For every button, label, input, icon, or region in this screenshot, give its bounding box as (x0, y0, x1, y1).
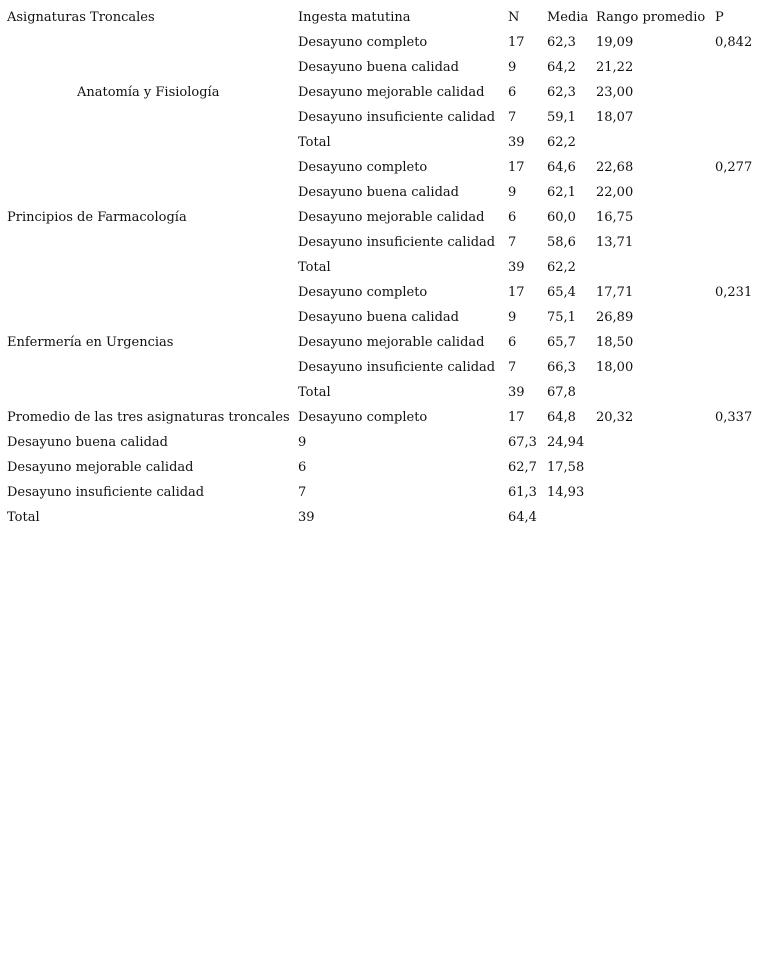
cell-n: 39 (508, 135, 525, 150)
cell-subject: Desayuno insuficiente calidad (7, 485, 205, 500)
cell-n: 6 (508, 85, 517, 100)
cell-subject: Principios de Farmacología (7, 210, 187, 225)
cell-rango: 13,71 (596, 235, 634, 250)
cell-ingesta: Total (298, 260, 331, 275)
table-row (0, 155, 763, 180)
header-row (0, 5, 763, 30)
cell-rango: 21,22 (596, 60, 634, 75)
cell-n: 64,4 (508, 510, 537, 525)
cell-ingesta: Total (298, 385, 331, 400)
cell-subject: Desayuno buena calidad (7, 435, 168, 450)
header-p: P (715, 10, 724, 25)
cell-media: 67,8 (547, 385, 576, 400)
cell-media: 59,1 (547, 110, 576, 125)
cell-ingesta: Desayuno insuficiente calidad (298, 360, 496, 375)
table-row (0, 480, 763, 505)
cell-rango: 17,71 (596, 285, 634, 300)
table-row (0, 405, 763, 430)
table-row (0, 30, 763, 55)
cell-n: 9 (508, 185, 517, 200)
cell-rango: 26,89 (596, 310, 634, 325)
table-row (0, 380, 763, 405)
cell-subject: Enfermería en Urgencias (7, 335, 174, 350)
cell-n: 6 (508, 335, 517, 350)
table-row (0, 80, 763, 105)
cell-media: 65,4 (547, 285, 576, 300)
cell-media: 64,8 (547, 410, 576, 425)
cell-rango: 18,50 (596, 335, 634, 350)
table-row (0, 505, 763, 530)
cell-media: 64,2 (547, 60, 576, 75)
cell-ingesta: Desayuno completo (298, 410, 428, 425)
cell-n: 9 (508, 310, 517, 325)
cell-rango: 23,00 (596, 85, 634, 100)
table-row (0, 355, 763, 380)
cell-media: 17,58 (547, 460, 585, 475)
table-row (0, 255, 763, 280)
header-ingesta: Ingesta matutina (298, 10, 411, 25)
cell-n: 67,3 (508, 435, 537, 450)
table-row (0, 180, 763, 205)
cell-ingesta: 9 (298, 435, 307, 450)
table-row (0, 55, 763, 80)
cell-media: 60,0 (547, 210, 576, 225)
table-row (0, 280, 763, 305)
cell-n: 61,3 (508, 485, 537, 500)
cell-p: 0,842 (715, 35, 753, 50)
cell-ingesta: Desayuno insuficiente calidad (298, 235, 496, 250)
cell-subject: Promedio de las tres asignaturas troncales (7, 410, 290, 425)
cell-rango: 16,75 (596, 210, 634, 225)
header-n: N (508, 10, 520, 25)
cell-p: 0,277 (715, 160, 753, 175)
cell-subject: Desayuno mejorable calidad (7, 460, 194, 475)
cell-n: 7 (508, 235, 517, 250)
cell-n: 39 (508, 385, 525, 400)
cell-media: 65,7 (547, 335, 576, 350)
cell-n: 39 (508, 260, 525, 275)
cell-media: 24,94 (547, 435, 585, 450)
cell-ingesta: Desayuno buena calidad (298, 185, 459, 200)
cell-media: 62,1 (547, 185, 576, 200)
cell-ingesta: Desayuno buena calidad (298, 60, 459, 75)
table-row (0, 455, 763, 480)
cell-rango: 18,00 (596, 360, 634, 375)
cell-n: 7 (508, 110, 517, 125)
cell-p: 0,231 (715, 285, 753, 300)
cell-n: 17 (508, 285, 525, 300)
cell-n: 7 (508, 360, 517, 375)
cell-media: 62,2 (547, 135, 576, 150)
cell-media: 62,3 (547, 85, 576, 100)
cell-media: 64,6 (547, 160, 576, 175)
cell-n: 62,7 (508, 460, 537, 475)
cell-p: 0,337 (715, 410, 753, 425)
cell-ingesta: 6 (298, 460, 307, 475)
table-row (0, 205, 763, 230)
cell-ingesta: 39 (298, 510, 315, 525)
cell-rango: 18,07 (596, 110, 634, 125)
cell-ingesta: Desayuno mejorable calidad (298, 85, 485, 100)
results-table (0, 5, 763, 530)
cell-n: 17 (508, 35, 525, 50)
table-row (0, 330, 763, 355)
table-row (0, 130, 763, 155)
cell-ingesta: Desayuno completo (298, 285, 428, 300)
table-row (0, 105, 763, 130)
table-row (0, 305, 763, 330)
cell-rango: 19,09 (596, 35, 634, 50)
cell-subject: Total (7, 510, 40, 525)
header-media: Media (547, 10, 589, 25)
cell-rango: 22,68 (596, 160, 634, 175)
cell-media: 75,1 (547, 310, 576, 325)
table-row (0, 230, 763, 255)
cell-media: 58,6 (547, 235, 576, 250)
cell-subject: Anatomía y Fisiología (77, 85, 220, 100)
cell-ingesta: Desayuno buena calidad (298, 310, 459, 325)
cell-ingesta: Desayuno completo (298, 35, 428, 50)
cell-media: 14,93 (547, 485, 585, 500)
cell-media: 62,3 (547, 35, 576, 50)
cell-ingesta: 7 (298, 485, 307, 500)
cell-rango: 20,32 (596, 410, 634, 425)
cell-ingesta: Desayuno mejorable calidad (298, 335, 485, 350)
cell-n: 6 (508, 210, 517, 225)
cell-ingesta: Desayuno completo (298, 160, 428, 175)
cell-ingesta: Total (298, 135, 331, 150)
cell-n: 9 (508, 60, 517, 75)
cell-rango: 22,00 (596, 185, 634, 200)
header-subject: Asignaturas Troncales (7, 10, 155, 25)
cell-ingesta: Desayuno insuficiente calidad (298, 110, 496, 125)
cell-media: 66,3 (547, 360, 576, 375)
table-row (0, 430, 763, 455)
cell-media: 62,2 (547, 260, 576, 275)
cell-ingesta: Desayuno mejorable calidad (298, 210, 485, 225)
cell-n: 17 (508, 410, 525, 425)
header-rango: Rango promedio (596, 10, 706, 25)
cell-n: 17 (508, 160, 525, 175)
